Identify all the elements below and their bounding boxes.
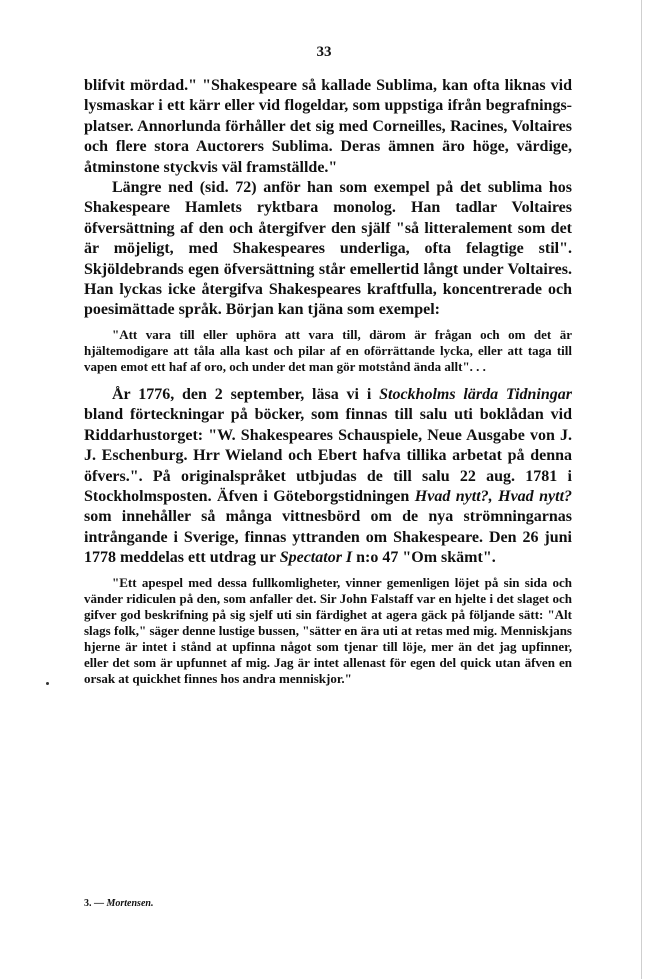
paragraph-1: blifvit mördad." "Shakespeare så kallade Sublima, kan ofta liknas vid lysmaskar i ett kärr eller vid flogeldar, som uppstiga ifrån begrafnings-platser. Annorlunda förhåller det sig med Corneilles, Racines, Voltaires och flere stora Auctorers Sublima. Deras ämnen äro höge, värdige, åtminstone styckvis väl framställde." — [84, 77, 572, 176]
page-edge-line — [641, 0, 642, 979]
margin-dot — [46, 682, 49, 685]
signature-author: Mortensen. — [106, 898, 154, 909]
footer-signature — [84, 898, 153, 909]
title-spectator: Spectator I — [279, 549, 353, 567]
title-hvad-nytt: Hvad nytt?, Hvad nytt? — [414, 487, 573, 505]
quote-hamlet: "Att vara till eller uphöra att vara till, därom är frågan och om det är hjältemodigare att tåla alla kast och pilar af en oförrättande lycka, eller att taga till vapen emot ett haf af oro, och under det man gör motstånd ända allt". . . — [84, 326, 572, 374]
signature-number: 3. — — [84, 898, 107, 909]
paragraph-2: Längre ned (sid. 72) anför han som exempel på det sublima hos Shakespeare Hamlets ryktbara monolog. Han tadlar Voltaires öfversättning af den och återgifver den själf "så litteralement som det är möjeligt, med Shakespeares underliga, ofta felagtige stil". Skjöldebrands egen öfversättning står emellertid långt under Voltaires. Han lyckas icke återgifva Shakespeares kraftfulla, koncentrerade och poesimättade språk. Början kan tjäna som exempel: — [84, 179, 572, 319]
paragraph-3-text-c: bland förteckningar på böcker, som finnas till salu uti boklådan vid Riddarhustorget: "W. Shakespeares Schauspiele, Neue Ausgabe von J. J. Eschenburg. Hrr Wieland och Ebert hafva tillika arbetat på denna öfvers.". På originalspråket utbjudas de till salu 22 aug. 1781 i Stockholmsposten. Äfven i Göteborgstidningen — [84, 406, 572, 505]
page-number: 33 — [316, 44, 332, 60]
page-body — [84, 76, 572, 687]
title-stockholms-larda-tidningar: Stockholms lärda Tidningar — [379, 385, 572, 403]
quote-spectator: "Ett apespel med dessa fullkomligheter, vinner gemenligen löjet på sin sida och vänder ridiculen på den, som anfaller det. Sir John Falstaff var en hjelte i det slaget och gifver god beskrifning på sig sjelf uti sin färdighet at agera gäck på följande sätt: "Alt slags folk," säger denne lustige bussen, "sätter en ära uti at retas med mig. Menniskjans hjerne är intet i stånd at upfinna något som tjenar till löje, mer än det jag upfinner, eller det som är upfunnet af mig. Jag är intet allenast för egen del quick utan äfven en orsak at quickhet finnes hos andra menniskjor." — [84, 574, 572, 686]
paragraph-3-text-a: År 1776, den 2 september, läsa vi i — [112, 385, 380, 403]
paragraph-3-text-g: n:o 47 "Om skämt". — [352, 549, 496, 567]
paragraph-3 — [84, 385, 572, 569]
paragraph-3-text-e: som innehåller så många vittnesbörd om de nya strömningarnas intrångande i Sverige, finnas yttranden om Shakespeare. Den 26 juni 1778 meddelas ett utdrag ur — [84, 508, 572, 567]
